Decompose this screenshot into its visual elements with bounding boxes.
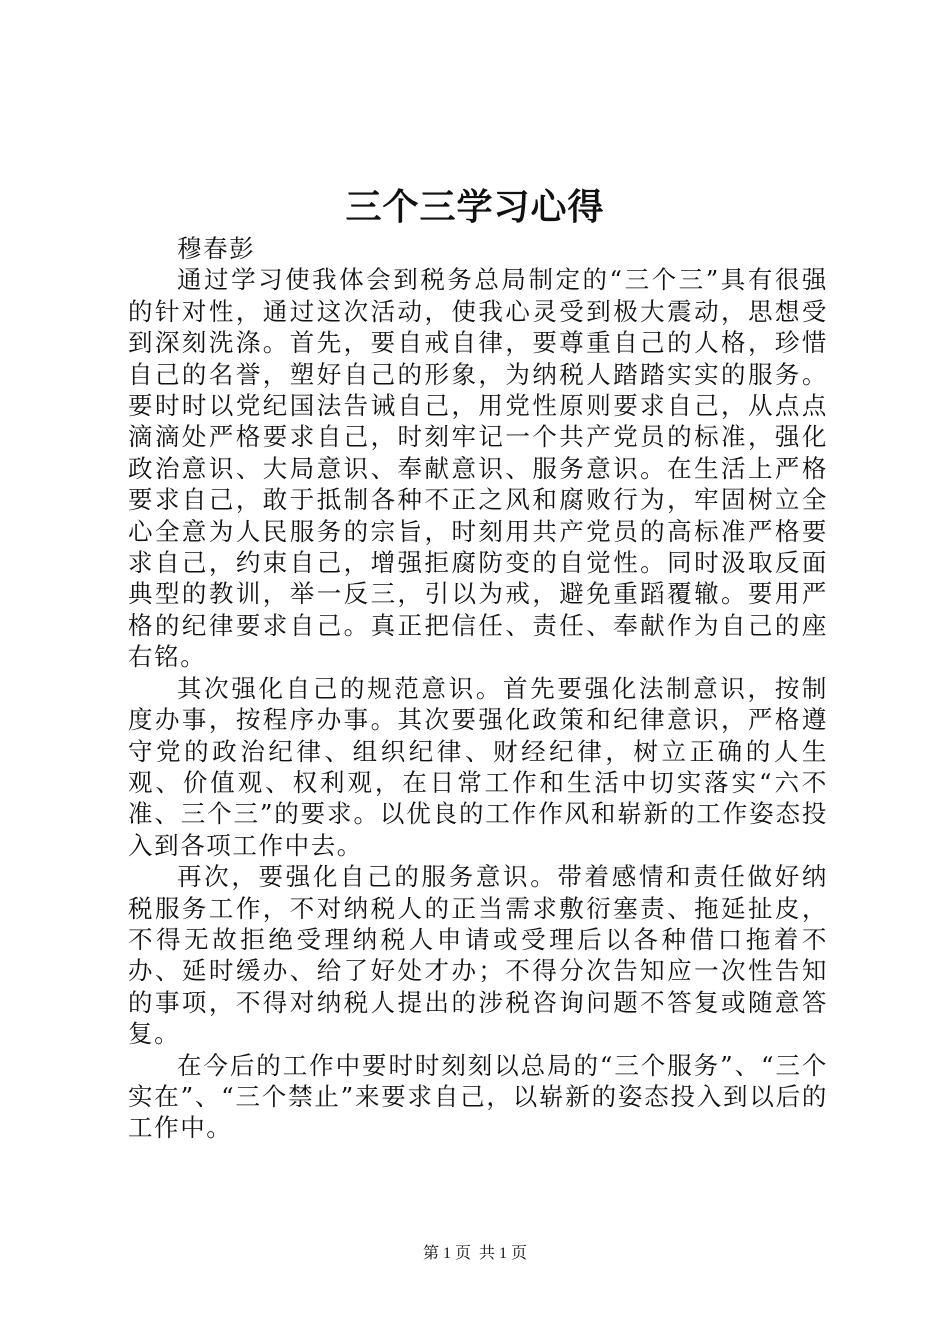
paragraph: 其次强化自己的规范意识。首先要强化法制意识，按制度办事，按程序办事。其次要强化政策和纪律意识，严格遵守党的政治纪律、组织纪律、财经纪律，树立正确的人生观、价值观、权利观，在日常工作和生活中切实落实“六不准、三个三”的要求。以优良的工作作风和崭新的工作姿态投入到各项工作中去。 (128, 673, 828, 860)
document-body (128, 233, 828, 1144)
page-number: 第 1 页 (422, 1245, 471, 1262)
paragraph: 通过学习使我体会到税务总局制定的“三个三”具有很强的针对性，通过这次活动，使我心灵受到极大震动，思想受到深刻洗涤。首先，要自戒自律，要尊重自己的人格，珍惜自己的名誉，塑好自己的形象，为纳税人踏踏实实的服务。要时时以党纪国法告诫自己，用党性原则要求自己，从点点滴滴处严格要求自己，时刻牢记一个共产党员的标准，强化政治意识、大局意识、奉献意识、服务意识。在生活上严格要求自己，敢于抵制各种不正之风和腐败行为，牢固树立全心全意为人民服务的宗旨，时刻用共产党员的高标准严格要求自己，约束自己，增强拒腐防变的自觉性。同时汲取反面典型的教训，举一反三，引以为戒，避免重蹈覆辙。要用严格的纪律要求自己。真正把信任、责任、奉献作为自己的座右铭。 (128, 265, 828, 672)
author-name: 穆春彭 (177, 234, 256, 263)
paragraph: 在今后的工作中要时时刻刻以总局的“三个服务”、“三个实在”、“三个禁止”来要求自己，以崭新的姿态投入到以后的工作中。 (128, 1050, 828, 1143)
paragraph: 再次，要强化自己的服务意识。带着感情和责任做好纳税服务工作，不对纳税人的正当需求敷衍塞责、拖延扯皮，不得无故拒绝受理纳税人申请或受理后以各种借口拖着不办、延时缓办、给了好处才办；不得分次告知应一次性告知的事项，不得对纳税人提出的涉税咨询问题不答复或随意答复。 (128, 862, 828, 1049)
document-title: 三个三学习心得 (345, 186, 605, 228)
page-total: 共 1 页 (479, 1245, 528, 1262)
page-footer (0, 1243, 950, 1265)
